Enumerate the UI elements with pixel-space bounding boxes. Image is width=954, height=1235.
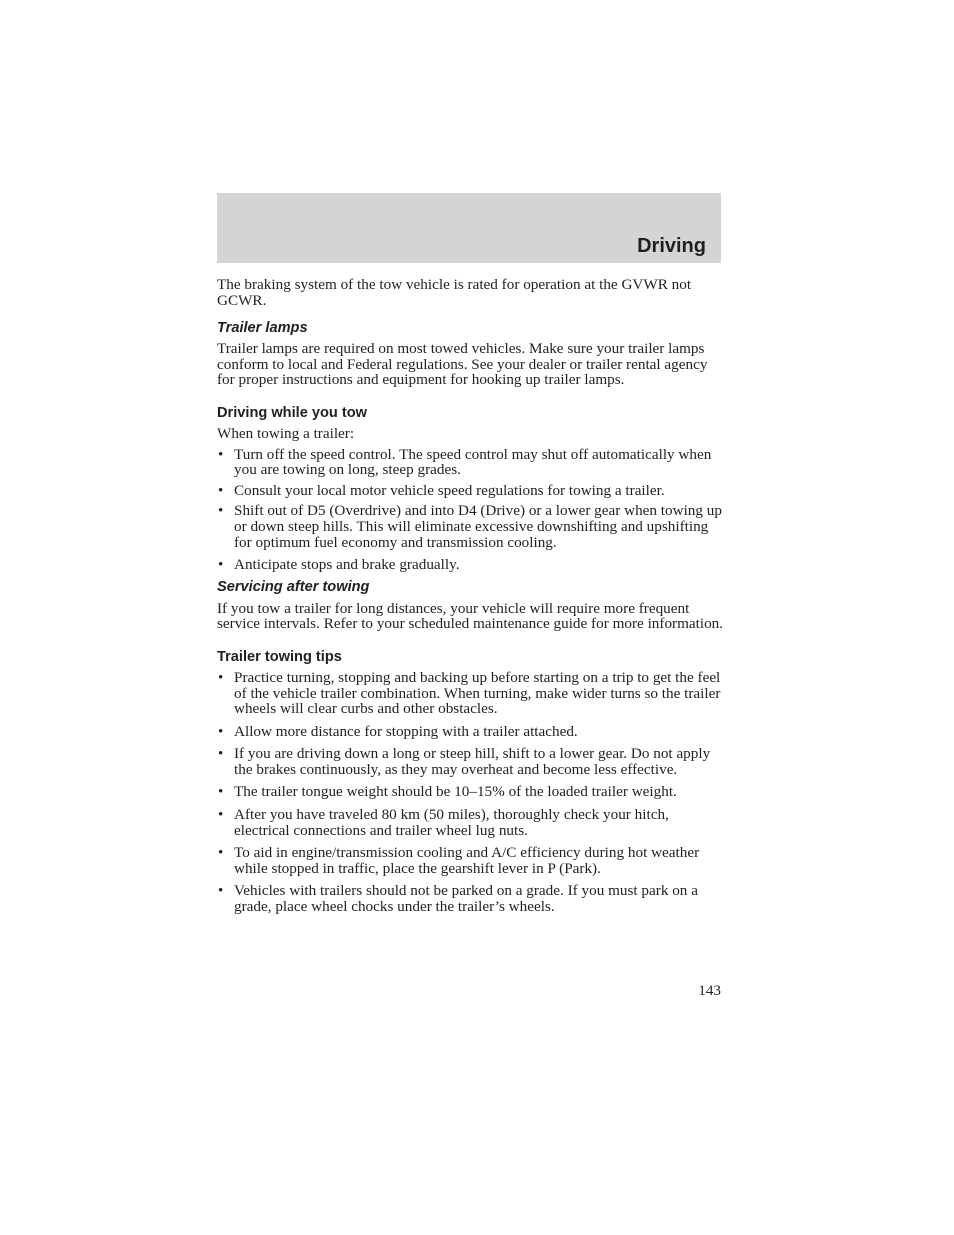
heading-trailer-lamps: Trailer lamps — [217, 320, 308, 337]
bullet-icon: • — [218, 481, 224, 499]
list-item: • The trailer tongue weight should be 10–15% of the loaded trailer weight. — [218, 783, 677, 801]
heading-servicing-after-towing: Servicing after towing — [217, 578, 370, 595]
intro-paragraph: The braking system of the tow vehicle is rated for operation at the GVWR not GCWR. — [217, 276, 692, 309]
bullet-icon: • — [218, 745, 224, 763]
list-item: • Practice turning, stopping and backing up before starting on a trip to get the feel of the vehicle trailer combination. When turning, make wider turns so the trailer wheels will clear curbs and other obstacles. — [218, 668, 721, 718]
bullet-icon: • — [218, 882, 224, 900]
bullet-icon: • — [218, 783, 224, 801]
tips-bullet-list — [217, 670, 725, 915]
trailer-lamps-paragraph: Trailer lamps are required on most towed vehicles. Make sure your trailer lamps conform to local and Federal regulations. See your dealer or trailer rental agency for proper instructions and equipment for hooking up trailer lamps. — [217, 340, 708, 389]
list-item: • Shift out of D5 (Overdrive) and into D4 (Drive) or a lower gear when towing up or down steep hills. This will eliminate excessive downshifting and upshifting for optimum fuel economy and transmission cooling. — [218, 502, 722, 551]
list-item: • After you have traveled 80 km (50 miles), thoroughly check your hitch, electrical connections and trailer wheel lug nuts. — [218, 806, 669, 839]
bullet-icon: • — [218, 722, 224, 740]
driving-lead-text: When towing a trailer: — [217, 424, 355, 442]
list-item: • Anticipate stops and brake gradually. — [218, 556, 460, 574]
page-content — [217, 277, 725, 915]
bullet-icon: • — [218, 556, 224, 574]
section-header-band — [217, 193, 721, 263]
bullet-icon: • — [218, 502, 224, 520]
servicing-paragraph: If you tow a trailer for long distances, your vehicle will require more frequent service intervals. Refer to your scheduled maintenance guide for more information. — [217, 599, 724, 633]
list-item: • Consult your local motor vehicle speed regulations for towing a trailer. — [218, 481, 665, 499]
driving-bullet-list — [217, 447, 725, 573]
bullet-icon: • — [218, 844, 224, 862]
section-title: Driving — [637, 235, 706, 257]
list-item: • To aid in engine/transmission cooling and A/C efficiency during hot weather while stopped in traffic, place the gearshift lever in P (Park). — [218, 844, 700, 877]
list-item: • Allow more distance for stopping with a trailer attached. — [218, 722, 578, 740]
list-item: • Vehicles with trailers should not be parked on a grade. If you must park on a grade, place wheel chocks under the trailer’s wheels. — [218, 882, 698, 916]
heading-driving-while-tow: Driving while you tow — [217, 404, 367, 421]
bullet-icon: • — [218, 445, 224, 463]
bullet-icon: • — [218, 668, 224, 686]
list-item: • Turn off the speed control. The speed control may shut off automatically when you are towing on long, steep grades. — [218, 445, 712, 479]
bullet-icon: • — [218, 806, 224, 824]
page-number: 143 — [698, 982, 721, 999]
list-item: • If you are driving down a long or steep hill, shift to a lower gear. Do not apply the brakes continuously, as they may overheat and become less effective. — [218, 745, 711, 778]
heading-trailer-towing-tips: Trailer towing tips — [217, 648, 342, 665]
